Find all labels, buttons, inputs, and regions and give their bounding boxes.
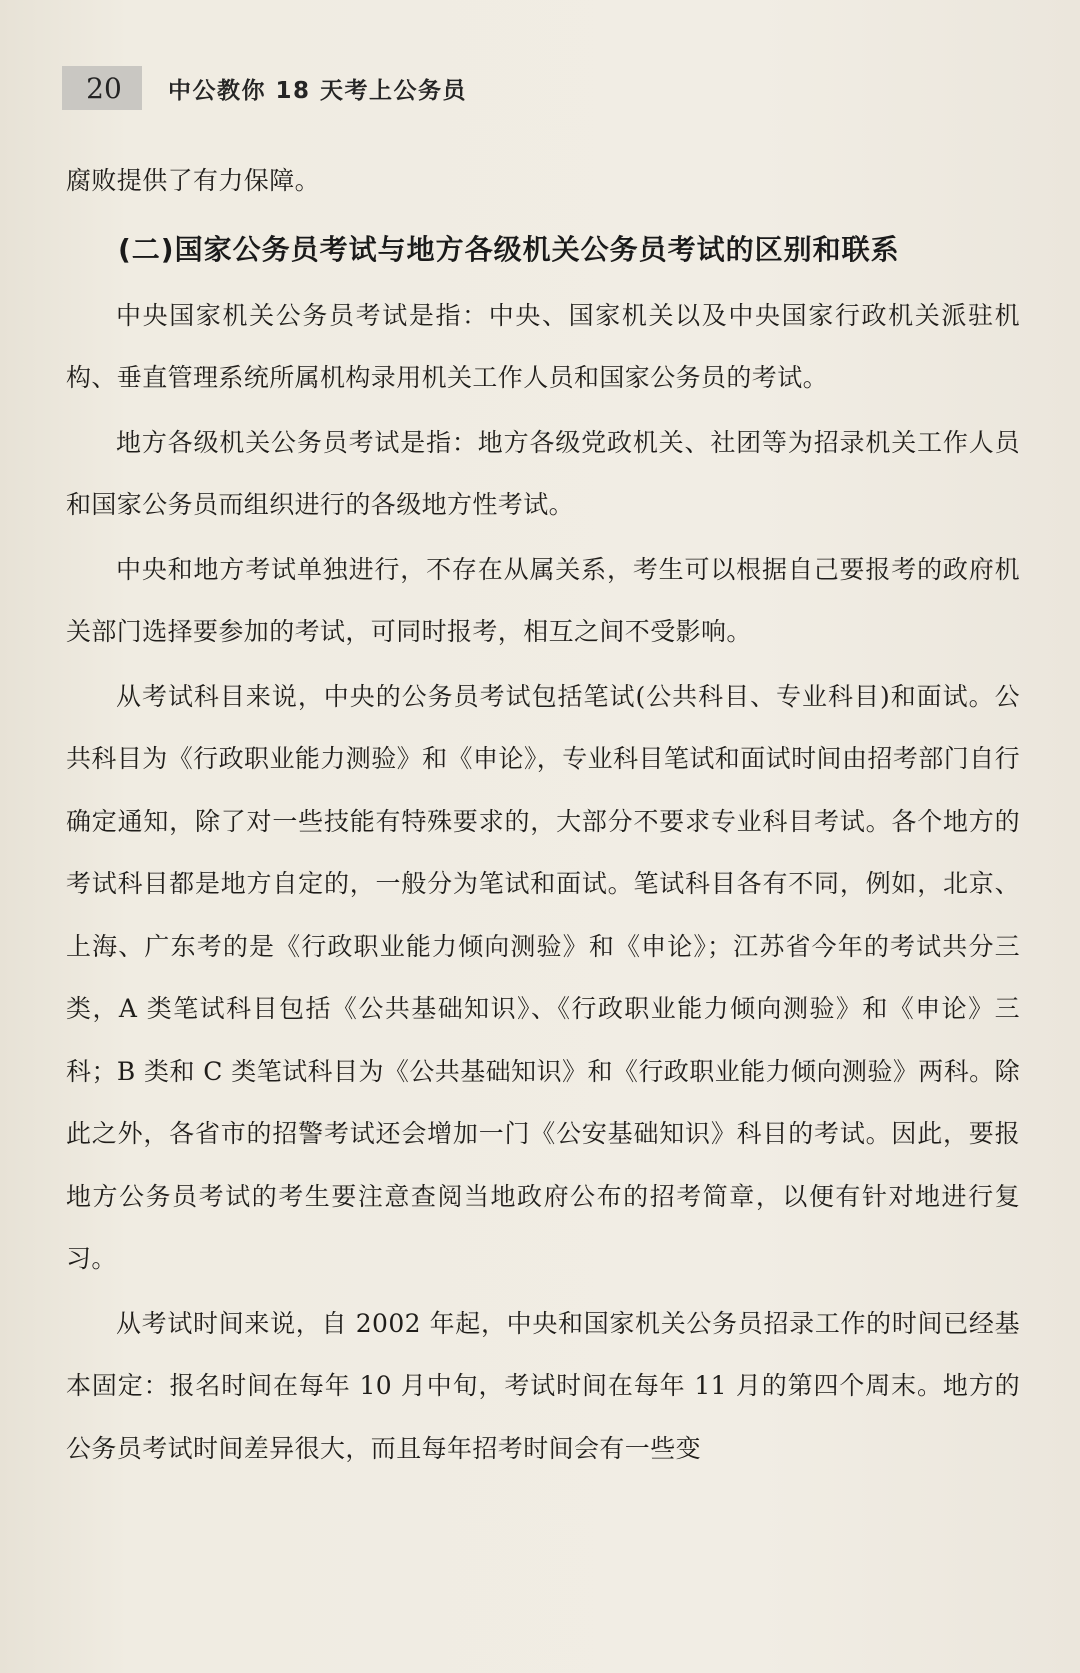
paragraph-central-exam-definition: 中央国家机关公务员考试是指：中央、国家机关以及中央国家行政机关派驻机构、垂直管理系统所属机构录用机关工作人员和国家公务员的考试。 (66, 300, 1020, 392)
running-title: 中公教你 18 天考上公务员 (168, 77, 468, 104)
paragraph-exam-subjects: 从考试科目来说，中央的公务员考试包括笔试(公共科目、专业科目)和面试。公共科目为《行政职业能力测验》和《申论》，专业科目笔试和面试时间由招考部门自行确定通知，除了对一些技能有特殊要求的，大部分不要求专业科目考试。各个地方的考试科目都是地方自定的，一般分为笔试和面试。笔试科目各有不同，例如，北京、上海、广东考的是《行政职业能力倾向测验》和《申论》；江苏省今年的考试共分三类，A 类笔试科目包括《公共基础知识》、《行政职业能力倾向测验》和《申论》三科；B 类和 C 类笔试科目为《公共基础知识》和《行政职业能力倾向测验》两科。除此之外，各省市的招警考试还会增加一门《公安基础知识》科目的考试。因此，要报地方公务员考试的考生要注意查阅当地政府公布的招考简章，以便有针对地进行复习。 (66, 681, 1020, 1273)
page-body (66, 150, 1020, 1480)
continued-paragraph: 腐败提供了有力保障。 (66, 166, 321, 195)
page-number: 20 (62, 66, 142, 110)
page-header (62, 64, 467, 112)
paragraph-exam-timing: 从考试时间来说，自 2002 年起，中央和国家机关公务员招录工作的时间已经基本固定：报名时间在每年 10 月中旬，考试时间在每年 11 月的第四个周末。地方的公务员考试时间差异很大，而且每年招考时间会有一些变 (66, 1308, 1020, 1463)
section-heading: (二)国家公务员考试与地方各级机关公务员考试的区别和联系 (118, 232, 900, 266)
paragraph-local-exam-definition: 地方各级机关公务员考试是指：地方各级党政机关、社团等为招录机关工作人员和国家公务员而组织进行的各级地方性考试。 (66, 427, 1020, 519)
paragraph-independence: 中央和地方考试单独进行，不存在从属关系，考生可以根据自己要报考的政府机关部门选择要参加的考试，可同时报考，相互之间不受影响。 (66, 554, 1020, 646)
